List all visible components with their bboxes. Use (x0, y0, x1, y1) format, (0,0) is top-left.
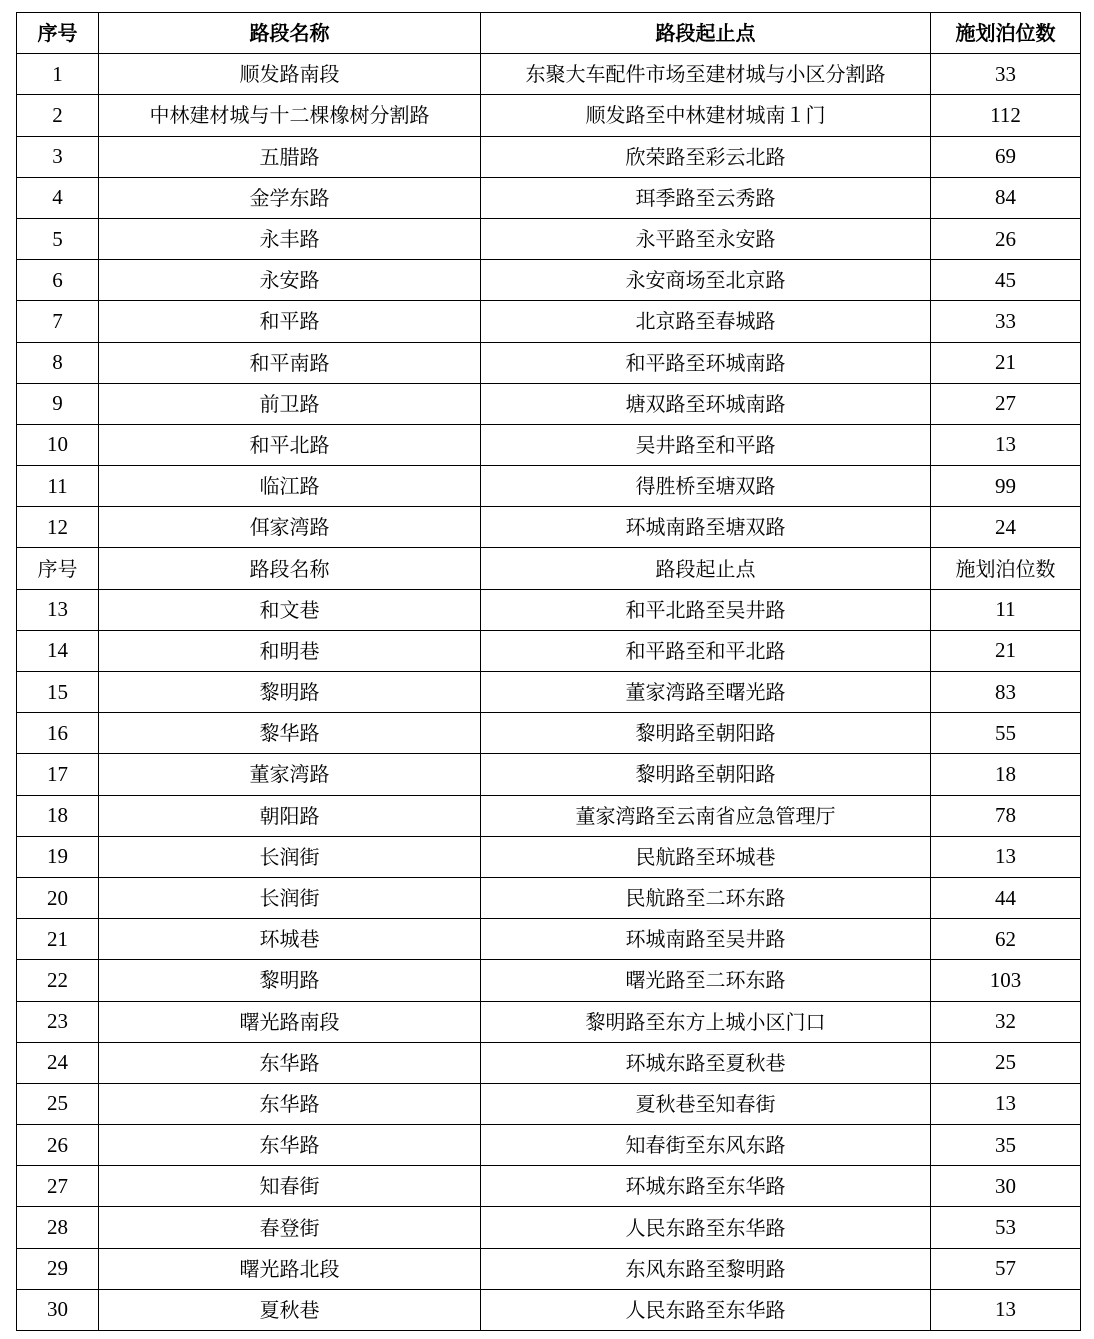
table-row (17, 795, 1081, 836)
cell-parking-spots: 62 (931, 919, 1081, 960)
cell-road-range: 知春街至东风东路 (481, 1125, 931, 1166)
cell-index: 23 (17, 1001, 99, 1042)
cell-road-range: 东风东路至黎明路 (481, 1248, 931, 1289)
cell-parking-spots: 11 (931, 589, 1081, 630)
cell-index: 26 (17, 1125, 99, 1166)
cell-parking-spots: 18 (931, 754, 1081, 795)
table-row (17, 919, 1081, 960)
cell-road-name: 东华路 (99, 1125, 481, 1166)
cell-index: 17 (17, 754, 99, 795)
cell-road-name: 佴家湾路 (99, 507, 481, 548)
cell-index: 3 (17, 136, 99, 177)
cell-parking-spots: 35 (931, 1125, 1081, 1166)
cell-road-range: 民航路至二环东路 (481, 877, 931, 918)
cell-road-range: 董家湾路至曙光路 (481, 672, 931, 713)
cell-index: 27 (17, 1166, 99, 1207)
parking-spots-table (16, 12, 1081, 1331)
cell-index: 5 (17, 218, 99, 259)
cell-road-name: 东华路 (99, 1083, 481, 1124)
cell-road-range: 人民东路至东华路 (481, 1207, 931, 1248)
cell-road-range: 民航路至环城巷 (481, 836, 931, 877)
table-row (17, 754, 1081, 795)
table-row (17, 1207, 1081, 1248)
cell-road-name: 曙光路北段 (99, 1248, 481, 1289)
cell-index: 30 (17, 1289, 99, 1330)
cell-road-name: 夏秋巷 (99, 1289, 481, 1330)
table-row (17, 877, 1081, 918)
cell-road-name: 董家湾路 (99, 754, 481, 795)
cell-road-name: 朝阳路 (99, 795, 481, 836)
cell-parking-spots: 21 (931, 342, 1081, 383)
table-row (17, 713, 1081, 754)
cell-road-name: 长润街 (99, 877, 481, 918)
cell-road-range: 东聚大车配件市场至建材城与小区分割路 (481, 54, 931, 95)
cell-road-name: 黎明路 (99, 672, 481, 713)
cell-index: 13 (17, 589, 99, 630)
cell-road-range: 曙光路至二环东路 (481, 960, 931, 1001)
table-row (17, 95, 1081, 136)
cell-road-range: 和平北路至吴井路 (481, 589, 931, 630)
table-row (17, 136, 1081, 177)
cell-parking-spots: 45 (931, 260, 1081, 301)
cell-road-range: 珥季路至云秀路 (481, 177, 931, 218)
cell-road-range: 塘双路至环城南路 (481, 383, 931, 424)
cell-index: 1 (17, 54, 99, 95)
cell-road-range: 得胜桥至塘双路 (481, 466, 931, 507)
cell-road-range: 环城南路至塘双路 (481, 507, 931, 548)
cell-road-range: 北京路至春城路 (481, 301, 931, 342)
table-row (17, 1083, 1081, 1124)
table-row (17, 1248, 1081, 1289)
cell-index: 4 (17, 177, 99, 218)
cell-index: 25 (17, 1083, 99, 1124)
cell-parking-spots: 83 (931, 672, 1081, 713)
header-row (17, 13, 1081, 54)
cell-parking-spots: 78 (931, 795, 1081, 836)
cell-road-name: 中林建材城与十二棵橡树分割路 (99, 95, 481, 136)
cell-parking-spots: 99 (931, 466, 1081, 507)
cell-road-range: 黎明路至朝阳路 (481, 754, 931, 795)
cell-parking-spots: 84 (931, 177, 1081, 218)
cell-parking-spots: 57 (931, 1248, 1081, 1289)
cell-parking-spots: 44 (931, 877, 1081, 918)
cell-road-range: 和平路至和平北路 (481, 630, 931, 671)
cell-parking-spots: 27 (931, 383, 1081, 424)
table-row (17, 630, 1081, 671)
repeat-header-road-range: 路段起止点 (481, 548, 931, 589)
cell-index: 9 (17, 383, 99, 424)
cell-parking-spots: 25 (931, 1042, 1081, 1083)
cell-index: 7 (17, 301, 99, 342)
cell-road-range: 环城东路至夏秋巷 (481, 1042, 931, 1083)
table-row (17, 301, 1081, 342)
cell-road-range: 永平路至永安路 (481, 218, 931, 259)
table-row (17, 1166, 1081, 1207)
cell-index: 18 (17, 795, 99, 836)
cell-road-name: 顺发路南段 (99, 54, 481, 95)
cell-parking-spots: 13 (931, 1083, 1081, 1124)
header-parking-spots: 施划泊位数 (931, 13, 1081, 54)
cell-road-name: 黎华路 (99, 713, 481, 754)
cell-road-name: 前卫路 (99, 383, 481, 424)
table-row (17, 836, 1081, 877)
cell-road-range: 欣荣路至彩云北路 (481, 136, 931, 177)
cell-road-name: 春登街 (99, 1207, 481, 1248)
cell-road-name: 永安路 (99, 260, 481, 301)
header-road-range: 路段起止点 (481, 13, 931, 54)
cell-index: 15 (17, 672, 99, 713)
table-row (17, 218, 1081, 259)
cell-index: 12 (17, 507, 99, 548)
cell-road-range: 黎明路至东方上城小区门口 (481, 1001, 931, 1042)
header-index: 序号 (17, 13, 99, 54)
cell-road-name: 和平南路 (99, 342, 481, 383)
cell-parking-spots: 24 (931, 507, 1081, 548)
table-row (17, 260, 1081, 301)
table-header (17, 13, 1081, 54)
cell-road-name: 环城巷 (99, 919, 481, 960)
cell-index: 16 (17, 713, 99, 754)
cell-road-range: 黎明路至朝阳路 (481, 713, 931, 754)
cell-parking-spots: 26 (931, 218, 1081, 259)
table-row (17, 466, 1081, 507)
cell-road-name: 东华路 (99, 1042, 481, 1083)
cell-parking-spots: 53 (931, 1207, 1081, 1248)
cell-road-name: 金学东路 (99, 177, 481, 218)
cell-index: 22 (17, 960, 99, 1001)
repeat-header-row (17, 548, 1081, 589)
cell-parking-spots: 30 (931, 1166, 1081, 1207)
cell-index: 29 (17, 1248, 99, 1289)
cell-road-range: 永安商场至北京路 (481, 260, 931, 301)
cell-road-name: 和文巷 (99, 589, 481, 630)
cell-index: 28 (17, 1207, 99, 1248)
cell-parking-spots: 103 (931, 960, 1081, 1001)
cell-index: 20 (17, 877, 99, 918)
cell-road-range: 顺发路至中林建材城南１门 (481, 95, 931, 136)
cell-parking-spots: 69 (931, 136, 1081, 177)
cell-parking-spots: 33 (931, 54, 1081, 95)
cell-parking-spots: 33 (931, 301, 1081, 342)
header-road-name: 路段名称 (99, 13, 481, 54)
cell-road-range: 人民东路至东华路 (481, 1289, 931, 1330)
table-row (17, 1042, 1081, 1083)
cell-road-range: 董家湾路至云南省应急管理厅 (481, 795, 931, 836)
cell-parking-spots: 55 (931, 713, 1081, 754)
cell-road-range: 环城东路至东华路 (481, 1166, 931, 1207)
cell-index: 19 (17, 836, 99, 877)
cell-index: 6 (17, 260, 99, 301)
table-row (17, 1289, 1081, 1330)
cell-road-range: 吴井路至和平路 (481, 424, 931, 465)
table-row (17, 383, 1081, 424)
table-row (17, 1125, 1081, 1166)
repeat-header-parking-spots: 施划泊位数 (931, 548, 1081, 589)
table-row (17, 960, 1081, 1001)
cell-road-name: 和明巷 (99, 630, 481, 671)
cell-index: 14 (17, 630, 99, 671)
cell-road-name: 和平路 (99, 301, 481, 342)
cell-index: 8 (17, 342, 99, 383)
table-row (17, 424, 1081, 465)
cell-road-range: 夏秋巷至知春街 (481, 1083, 931, 1124)
repeat-header-index: 序号 (17, 548, 99, 589)
cell-parking-spots: 13 (931, 836, 1081, 877)
cell-parking-spots: 112 (931, 95, 1081, 136)
table-row (17, 507, 1081, 548)
cell-parking-spots: 21 (931, 630, 1081, 671)
cell-parking-spots: 32 (931, 1001, 1081, 1042)
cell-road-name: 永丰路 (99, 218, 481, 259)
table-row (17, 672, 1081, 713)
table-row (17, 1001, 1081, 1042)
table-body (17, 54, 1081, 1331)
cell-road-name: 长润街 (99, 836, 481, 877)
cell-parking-spots: 13 (931, 1289, 1081, 1330)
table-row (17, 54, 1081, 95)
cell-road-name: 和平北路 (99, 424, 481, 465)
cell-parking-spots: 13 (931, 424, 1081, 465)
table-row (17, 589, 1081, 630)
cell-index: 11 (17, 466, 99, 507)
table-row (17, 177, 1081, 218)
cell-road-name: 曙光路南段 (99, 1001, 481, 1042)
cell-index: 10 (17, 424, 99, 465)
cell-road-name: 黎明路 (99, 960, 481, 1001)
repeat-header-road-name: 路段名称 (99, 548, 481, 589)
table-row (17, 342, 1081, 383)
cell-road-name: 知春街 (99, 1166, 481, 1207)
cell-road-range: 和平路至环城南路 (481, 342, 931, 383)
cell-index: 21 (17, 919, 99, 960)
cell-index: 2 (17, 95, 99, 136)
cell-road-name: 临江路 (99, 466, 481, 507)
cell-index: 24 (17, 1042, 99, 1083)
cell-road-name: 五腊路 (99, 136, 481, 177)
cell-road-range: 环城南路至吴井路 (481, 919, 931, 960)
